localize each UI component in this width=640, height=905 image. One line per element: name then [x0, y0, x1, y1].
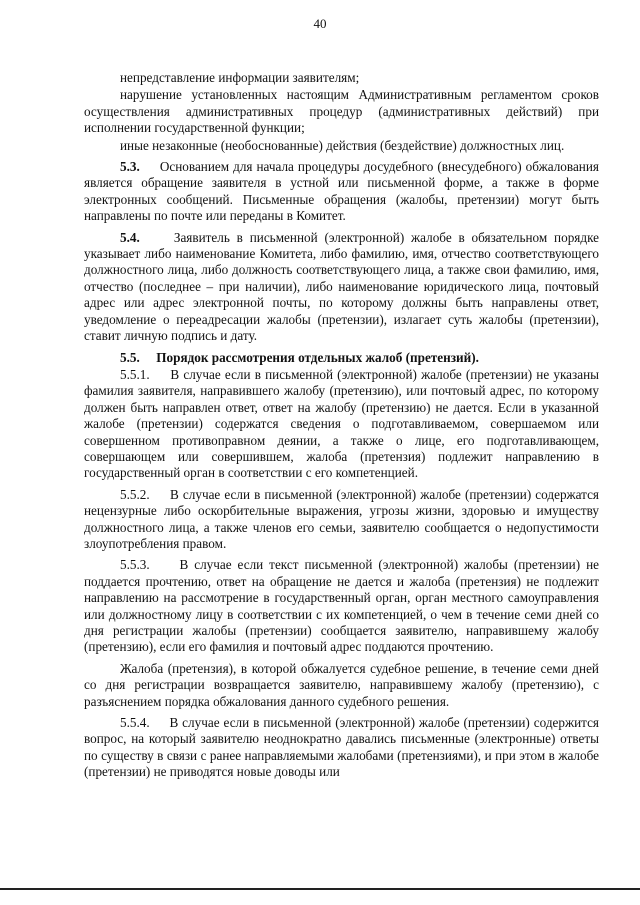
paragraph-text: иные незаконные (необоснованные) действия (бездействие) должностных лиц. — [120, 137, 565, 153]
paragraph-sudebnoe-reshenie — [84, 661, 599, 710]
paragraph-text: В случае если в письменной (электронной) жалобе (претензии) содержится вопрос, на который заявителю неоднократно давались письменные (электронные) ответы по существу в связи с ранее направляемыми жалобами (претензиями), и при этом в жалобе (претензии) не приводятся новые доводы или — [84, 715, 599, 780]
section-number: 5.5. — [120, 349, 140, 365]
paragraph-nepredstavlenie — [84, 70, 599, 86]
document-body — [84, 70, 599, 782]
section-number: 5.5.1. — [120, 366, 150, 382]
paragraph-text: В случае если текст письменной (электронной) жалобы (претензии) не поддается прочтению, ответ на обращение не дается и жалоба (претензия) не подлежит направлению на рассмотрение в государственный орган, орган местного самоуправления или должностному лицу в соответствии с их компетенцией, о чем в течение семи дней со дня регистрации жалобы (претензии) сообщается заявителю, направившему жалобу (претензию), если его фамилия и почтовый адрес поддаются прочтению. — [84, 557, 599, 655]
page-number: 40 — [313, 16, 327, 31]
section-5-5-heading — [84, 350, 599, 366]
section-number: 5.5.2. — [120, 486, 150, 502]
section-heading: Порядок рассмотрения отдельных жалоб (претензий). — [156, 349, 479, 365]
section-5-5-1 — [84, 367, 599, 482]
paragraph-text: Заявитель в письменной (электронной) жалобе в обязательном порядке указывает либо наименование Комитета, либо фамилию, имя, отчество соответствующего должностного лица, либо должность соответствующего лица, а также свои фамилию, имя, отчество (последнее – при наличии), либо наименование юридического лица, почтовый адрес или адрес электронной почты, по которому должны быть направлены ответ, уведомление о переадресации жалобы (претензии), излагает суть жалобы (претензии), ставит личную подпись и дату. — [84, 229, 600, 344]
section-number: 5.4. — [120, 229, 140, 245]
paragraph-text: непредставление информации заявителям; — [120, 70, 360, 85]
paragraph-text: нарушение установленных настоящим Административным регламентом сроков осуществления административных процедур (административных действий) при исполнении государственной функции; — [84, 87, 599, 136]
section-number: 5.5.3. — [120, 557, 150, 573]
paragraph-text: В случае если в письменной (электронной) жалобе (претензии) содержатся нецензурные либо оскорбительные выражения, угрозы жизни, здоровью и имуществу должностного лица, а также членов его семьи, заявителю сообщается о недопустимости злоупотребления правом. — [84, 486, 600, 551]
section-number: 5.3. — [120, 159, 140, 175]
paragraph-narushenie-srokov — [84, 87, 599, 136]
paragraph-text: В случае если в письменной (электронной) жалобе (претензии) не указаны фамилия заявителя, направившего жалобу (претензию), или почтовый адрес, по которому должен быть направлен ответ, ответ на жалобу (претензию) не дается. Если в указанной жалобе (претензии) содержатся сведения о подготавливаемом, совершаемом или совершенном противоправном деянии, а также о лице, его подготавливающем, совершающем или совершившем, жалоба (претензия) подлежит направлению в государственный орган в соответствии с его компетенцией. — [84, 366, 600, 481]
paragraph-inye-deystviya — [84, 138, 599, 154]
paragraph-text: Жалоба (претензия), в которой обжалуется судебное решение, в течение семи дней со дня регистрации возвращается заявителю, направившему жалобу (претензию), с разъяснением порядка обжалования данного судебного решения. — [84, 660, 599, 709]
section-5-4 — [84, 230, 599, 345]
paragraph-text: Основанием для начала процедуры досудебного (внесудебного) обжалования является обращение заявителя в устной или письменной форме, а также в форме электронных сообщений. Письменные обращения (жалобы, претензии) могут быть направлены по почте или переданы в Комитет. — [84, 159, 599, 224]
section-5-5-4 — [84, 715, 599, 781]
section-number: 5.5.4. — [120, 715, 150, 731]
section-5-3 — [84, 159, 599, 225]
section-5-5-2 — [84, 487, 599, 553]
section-5-5-3 — [84, 557, 599, 655]
scan-edge-line — [0, 888, 640, 890]
